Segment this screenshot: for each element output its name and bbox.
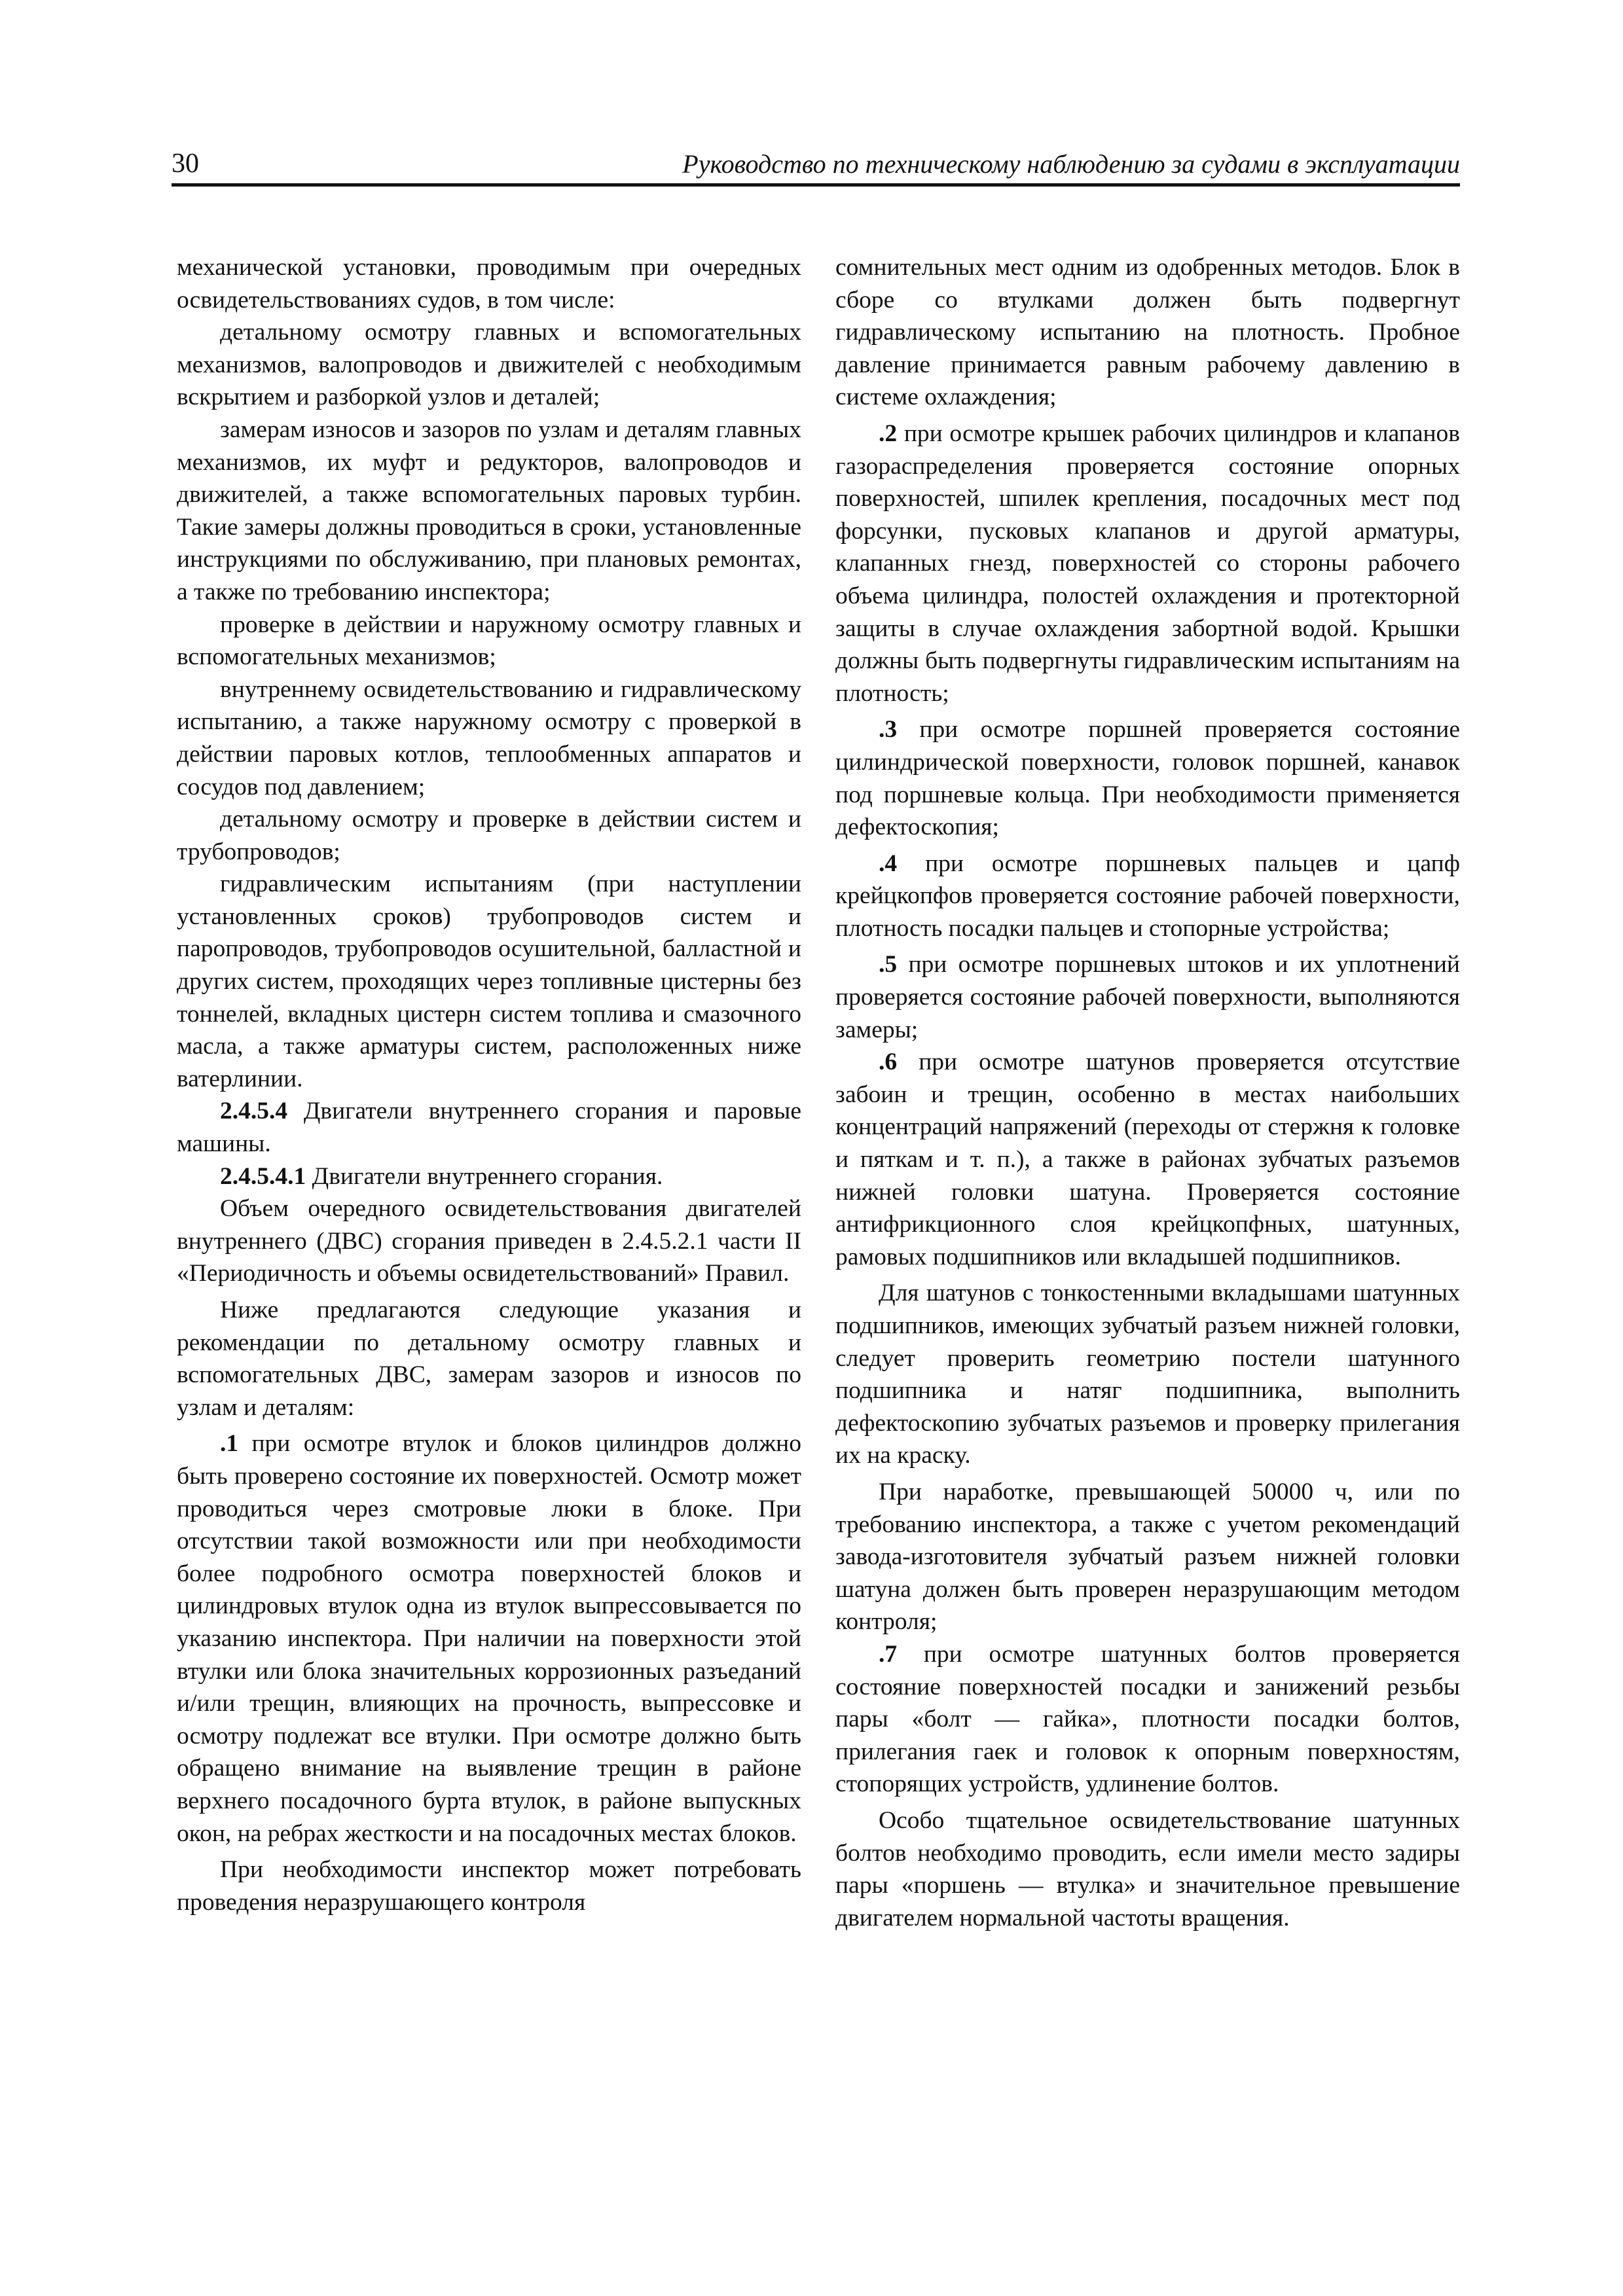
item-text: при осмотре шатунных болтов проверяется состояние поверхностей посадки и занижений резьбы пары «болт — гайка», плотности посадки болтов, прилегания гаек и головок к опорным поверхностям, стопорящих устройств, удлинение болтов. bbox=[835, 1640, 1460, 1798]
paragraph bbox=[835, 1804, 1460, 1934]
item-number: .1 bbox=[220, 1430, 239, 1458]
item-text: при осмотре поршневых штоков и их уплотнений проверяется состояние рабочей поверхности, выполняются замеры; bbox=[835, 951, 1460, 1043]
list-item bbox=[835, 1638, 1460, 1801]
item-text: при осмотре крышек рабочих цилиндров и клапанов газораспределения проверяется состояние опорных поверхностей, шпилек крепления, посадочных мест под форсунки, пусковых клапанов и другой арматуры, клапанных гнезд, поверхностей со стороны рабочего объема цилиндра, полостей охлаждения и протекторной защиты в случае охлаждения забортной водой. Крышки должны быть подвергнуты гидравлическим испытаниям на плотность; bbox=[835, 420, 1460, 707]
running-title: Руководство по техническому наблюдению за судами в эксплуатации bbox=[682, 149, 1460, 179]
paragraph-text: гидравлическим испытаниям (при наступлении установленных сроков) трубопроводов систем и паропроводов, трубопроводов осушительной, балластной и других систем, проходящих через топливные цистерны без тоннелей, вкладных цистерн систем топлива и смазочного масла, а также арматуры систем, расположенных ниже ватерлинии. bbox=[177, 870, 801, 1092]
right-column bbox=[835, 251, 1460, 1934]
item-number: .5 bbox=[879, 951, 898, 978]
item-text: при осмотре втулок и блоков цилиндров должно быть проверено состояние их поверхностей. Осмотр может проводиться через смотровые люки в блоке. При отсутствии такой возможности или при необходимости более подробного осмотра поверхностей блоков и цилиндровых втулок одна из втулок выпрессовывается по указанию инспектора. При наличии на поверхности этой втулки или блока значительных коррозионных разъеданий и/или трещин, влияющих на прочность, выпрессовке и осмотру подлежат все втулки. При осмотре должно быть обращено внимание на выявление трещин в районе верхнего посадочного бурта втулок, в районе выпускных окон, на ребрах жесткости и на посадочных местах блоков. bbox=[177, 1430, 801, 1847]
item-text: при осмотре поршневых пальцев и цапф крейцкопфов проверяется состояние рабочей поверхности, плотность посадки пальцев и стопорные устройства; bbox=[835, 850, 1460, 942]
paragraph bbox=[177, 414, 801, 609]
list-item bbox=[835, 418, 1460, 709]
section-title: Двигатели внутреннего сгорания. bbox=[306, 1162, 663, 1190]
paragraph-text: При наработке, превышающей 50000 ч, или по требованию инспектора, а также с учетом рекомендаций завода-изготовителя зубчатый разъем нижней головки шатуна должен быть проверен неразрушающим методом контроля; bbox=[835, 1478, 1460, 1636]
paragraph bbox=[177, 251, 801, 316]
section-number: 2.4.5.4.1 bbox=[220, 1162, 306, 1190]
item-number: .3 bbox=[879, 716, 898, 744]
paragraph-text: Объем очередного освидетельствования двигателей внутреннего (ДВС) сгорания приведен в 2.4.5.2.1 части II «Периодичность и объемы освидетельствований» Правил. bbox=[177, 1195, 801, 1287]
paragraph bbox=[177, 803, 801, 868]
paragraph bbox=[177, 1854, 801, 1918]
paragraph-text: При необходимости инспектор может потребовать проведения неразрушающего контроля bbox=[177, 1856, 801, 1916]
list-item bbox=[177, 1427, 801, 1850]
paragraph bbox=[835, 1277, 1460, 1472]
list-item bbox=[835, 948, 1460, 1046]
paragraph-text: Для шатунов с тонкостенными вкладышами шатунных подшипников, имеющих зубчатый разъем нижней головки, следует проверить геометрию постели шатунного подшипника и натяг подшипника, выполнить дефектоскопию зубчатых разъемов и проверку прилегания их на краску. bbox=[835, 1280, 1460, 1469]
paragraph-text: механической установки, проводимым при очередных освидетельствованиях судов, в том числе: bbox=[177, 254, 801, 314]
paragraph-text: внутреннему освидетельствованию и гидравлическому испытанию, а также наружному осмотру с проверкой в действии паровых котлов, теплообменных аппаратов и сосудов под давлением; bbox=[177, 675, 801, 800]
list-item bbox=[835, 1046, 1460, 1273]
page-number: 30 bbox=[172, 149, 199, 179]
paragraph bbox=[177, 609, 801, 673]
list-item bbox=[835, 848, 1460, 945]
paragraph bbox=[835, 251, 1460, 414]
item-number: .4 bbox=[879, 850, 898, 877]
paragraph-text: сомнительных мест одним из одобренных методов. Блок в сборе со втулками должен быть подвергнут гидравлическому испытанию на плотность. Пробное давление принимается равным рабочему давлению в системе охлаждения; bbox=[835, 254, 1460, 411]
section-title: Двигатели внутреннего сгорания и паровые машины. bbox=[177, 1098, 801, 1158]
item-number: .7 bbox=[879, 1640, 898, 1668]
section-heading bbox=[177, 1095, 801, 1160]
paragraph-text: детальному осмотру и проверке в действии систем и трубопроводов; bbox=[177, 806, 801, 865]
item-text: при осмотре шатунов проверяется отсутствие забоин и трещин, особенно в местах наибольших концентраций напряжений (переходы от стержня к головке и пяткам и т. п.), а также в районах зубчатых разъемов нижней головки шатуна. Проверяется состояние антифрикционного слоя крейцкопфных, шатунных, рамовых подшипников или вкладышей подшипников. bbox=[835, 1049, 1460, 1270]
paragraph bbox=[177, 1294, 801, 1424]
paragraph bbox=[835, 1476, 1460, 1638]
item-text: при осмотре поршней проверяется состояние цилиндрической поверхности, головок поршней, канавок под поршневые кольца. При необходимости применяется дефектоскопия; bbox=[835, 716, 1460, 841]
list-item bbox=[835, 713, 1460, 843]
paragraph-text: Ниже предлагаются следующие указания и рекомендации по детальному осмотру главных и вспомогательных ДВС, замерам зазоров и износов по узлам и деталям: bbox=[177, 1297, 801, 1421]
section-number: 2.4.5.4 bbox=[220, 1098, 288, 1125]
item-number: .2 bbox=[879, 420, 898, 447]
paragraph-text: Особо тщательное освидетельствование шатунных болтов необходимо проводить, если имели место задиры пары «поршень — втулка» и значительное превышение двигателем нормальной частоты вращения. bbox=[835, 1806, 1460, 1931]
paragraph bbox=[177, 316, 801, 414]
paragraph bbox=[177, 673, 801, 803]
paragraph bbox=[177, 1193, 801, 1290]
page-header bbox=[172, 143, 1460, 187]
paragraph-text: замерам износов и зазоров по узлам и деталям главных механизмов, их муфт и редукторов, валопроводов и движителей, а также вспомогательных паровых турбин. Такие замеры должны проводиться в сроки, установленные инструкциями по обслуживанию, при плановых ремонтах, а также по требованию инспектора; bbox=[177, 416, 801, 605]
section-heading bbox=[177, 1160, 801, 1193]
paragraph bbox=[177, 868, 801, 1095]
left-column bbox=[177, 251, 801, 1918]
item-number: .6 bbox=[879, 1049, 898, 1076]
paragraph-text: проверке в действии и наружному осмотру главных и вспомогательных механизмов; bbox=[177, 611, 801, 671]
paragraph-text: детальному осмотру главных и вспомогательных механизмов, валопроводов и движителей с необходимым вскрытием и разборкой узлов и деталей; bbox=[177, 319, 801, 411]
